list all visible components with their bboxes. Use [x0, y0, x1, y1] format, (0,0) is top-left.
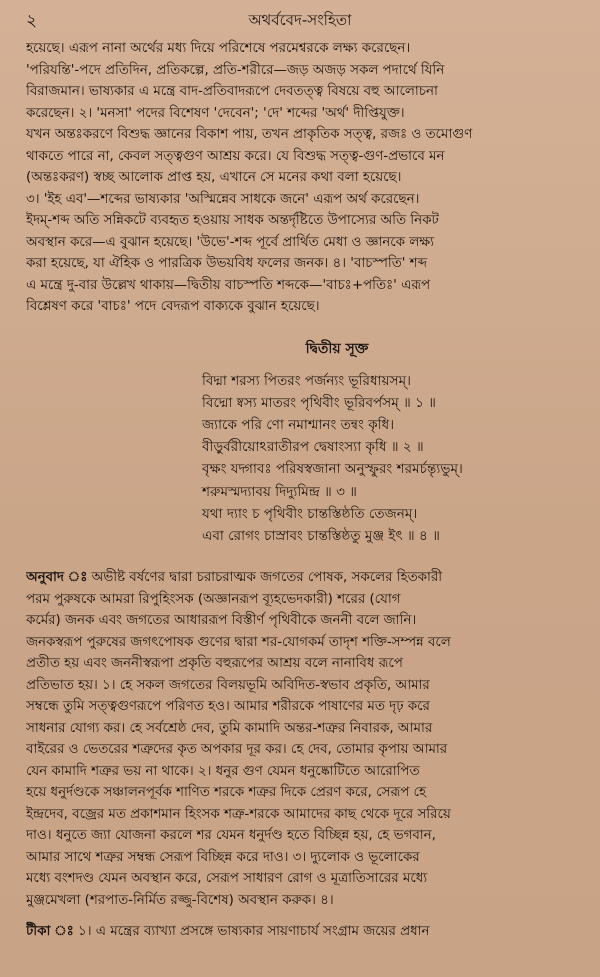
text-line: অবস্থান করে—এ বুঝান হয়েছে। 'উভে'-শব্দ পূর্বে প্রার্থিত মেধা ও জ্ঞানকে লক্ষ্য [26, 234, 435, 250]
text-line: 'পরিযন্তি'-পদে প্রতিদিন, প্রতিকল্পে, প্রতি-শরীরে—জড় অজড় সকল পদার্থে যিনি [26, 62, 445, 78]
intro-paragraph [26, 38, 578, 318]
commentary-label: টীকা ঃ [26, 924, 74, 940]
text-line: পরম পুরুষকে আমরা রিপুহিংসক (অজ্ঞানরূপ ব্যূহভেদকারী) শরের (যোগ [26, 591, 401, 607]
text-line: মুঞ্জমেখলা (শরপাত-নির্মিত রজ্জু-বিশেষ) অবস্থান করুক। ৪। [26, 892, 334, 908]
text-line: হয়েছে। এরূপ নানা অর্থের মধ্য দিয়ে পরিশেষে পরমেশ্বরকে লক্ষ্য করেছেন। [26, 41, 411, 56]
verse-line: জ্যাকে পরি ণো নমাশ্মানং তন্বং কৃধি। [202, 416, 395, 433]
verse-line: বিদ্মা শরস্য পিতরং পর্জন্যং ভূরিধায়সম্। [202, 372, 411, 389]
translation-first-line: অভীষ্ট বর্ষণের দ্বারা চরাচরাত্মক জগতের পোষক, সকলের হিতকারী [87, 570, 443, 586]
text-line: সাধনার যোগ্য কর। হে সর্বশ্রেষ্ঠ দেব, তুমি কামাদি অন্তর-শত্রুর নিবারক, আমার [26, 720, 433, 736]
text-line: প্রতিভাত হয়। ১। হে সকল জগতের বিলয়ভূমি অবিদিত-স্বভাব প্রকৃতি, আমার [26, 677, 430, 693]
text-line: থাকতে পারে না, কেবল সত্ত্বগুণ আশ্রয় করে। যে বিশুদ্ধ সত্ত্ব-গুণ-প্রভাবে মন [26, 148, 445, 164]
verse-line: এবা রোগং চাস্রাবং চান্তস্তিষ্ঠতু মুঞ্জ ইৎ ॥ ৪ ॥ [202, 527, 440, 544]
text-line: এ মন্ত্রে দু-বার উল্লেখ থাকায়—দ্বিতীয় বাচস্পতি শব্দকে—'বাচঃ+পতিঃ' এরূপ [26, 277, 431, 293]
text-line: (অন্তঃকরণ) স্বচ্ছ আলোক প্রাপ্ত হয়, এখানে সে মনের কথা বলা হয়েছে। [26, 170, 402, 185]
text-line: হয়ে ধনুর্দণ্ডকে সঞ্চালনপূর্বক শাণিত শরকে শত্রুর দিকে প্রেরণ করে, সেরূপ হে [26, 785, 427, 801]
text-line: সম্বন্ধে তুমি সত্ত্বগুণরূপে পরিণত হও। আমার শরীরকে পাষাণের মত দৃঢ় করে [26, 699, 430, 715]
section-title: দ্বিতীয় সূক্ত [305, 340, 369, 357]
text-line: যখন অন্তঃকরণে বিশুদ্ধ জ্ঞানের বিকাশ পায়, তখন প্রাকৃতিক সত্ত্ব, রজঃ ও তমোগুণ [26, 127, 473, 142]
text-line: প্রতীত হয় এবং জননীস্বরূপা প্রকৃতি বহুরূপের আশ্রয় বলে নানাবিধ রূপে [26, 656, 403, 672]
text-line [26, 567, 578, 589]
translation-label: অনুবাদ ঃ [26, 570, 88, 586]
text-line: জনকস্বরূপ পুরুষের জগৎপোষক গুণের দ্বারা শর-যোগকর্ম তাদৃশ শক্তি-সম্পন্ন বলে [26, 634, 451, 650]
verse-line: বৃক্ষং যদ্গাবঃ পরিষস্বজানা অনুস্ফুরং শরমর্চন্ত্যৃভুম্। [202, 461, 463, 478]
text-line: বিরাজমান। ভাষ্যকার এ মন্ত্রে বাদ-প্রতিবাদরূপে দেবতত্ত্ব বিষয়ে বহু আলোচনা [26, 84, 438, 99]
verse-line: বীড়ুর্বরীয়োঽরাতীরপ দ্বেষাংস্যা কৃধি ॥ ২ ॥ [202, 439, 424, 456]
running-title: অথর্ববেদ-সংহিতা [248, 11, 352, 29]
text-line: কর্মের) জনক এবং জগতের আধাররূপ বিস্তীর্ণ পৃথিবীকে জননী বলে জানি। [26, 613, 417, 629]
verse-block [26, 370, 578, 548]
text-line: বাইরের ও ভেতরের শত্রুদের কৃত অপকার দূর কর। হে দেব, তোমার কৃপায় আমার [26, 742, 448, 758]
verse-line: শরুমস্মদ্যাবয় দিদ্যুমিন্দ্র ॥ ৩ ॥ [202, 483, 357, 500]
text-line: মধ্যে বংশদণ্ড যেমন অবস্থান করে, সেরূপ সাধারণ রোগ ও মূত্রাতিসারের মধ্যে [26, 871, 428, 887]
text-line: দাও। ধনুতে জ্যা যোজনা করলে শর যেমন ধনুর্দণ্ড হতে বিচ্ছিন্ন হয়, হে ভগবান, [26, 828, 436, 844]
text-line: করেছেন। ২। 'মনসা' পদের বিশেষণ 'দেবেন'; 'দে' শব্দের 'অর্থ' দীপ্তিযুক্ত। [26, 105, 405, 121]
commentary-paragraph [26, 921, 578, 943]
text-line: করা হয়েছে, যা ঐহিক ও পারত্রিক উভয়বিধ ফলের জনক। ৪। 'বাচস্পতি' শব্দ [26, 256, 428, 271]
page-body [26, 38, 578, 943]
commentary-first-line: ১। এ মন্ত্রের ব্যাখ্যা প্রসঙ্গে ভাষ্যকার সায়ণাচার্য সংগ্রাম জয়ের প্রধান [73, 924, 430, 940]
page-number: ২ [26, 11, 38, 31]
text-line: আমার সাথে শত্রুর সম্বন্ধ সেরূপ বিচ্ছিন্ন করে দাও। ৩। দ্যুলোক ও ভূলোকের [26, 849, 420, 865]
text-line [26, 921, 578, 943]
translation-paragraph [26, 567, 578, 911]
text-line: ইন্দ্রদেব, বজ্রের মত প্রকাশমান হিংসক শত্রু-শরকে আমাদের কাছ থেকে দূরে সরিয়ে [26, 806, 451, 822]
text-line: যেন কামাদি শত্রুর ভয় না থাকে। ২। ধনুর গুণ যেমন ধনুষ্কোটিতে আরোপিত [26, 763, 420, 779]
verse-line: যথা দ্যাং চ পৃথিবীং চান্তস্তিষ্ঠতি তেজনম্। [202, 505, 418, 522]
text-line: ৩। 'ইহ এব'—শব্দের ভাষ্যকার 'অস্মিন্নেব সাধকে জনে' এরূপ অর্থ করেছেন। [26, 191, 420, 207]
text-line: ইদম্-শব্দ অতি সন্নিকটে ব্যবহৃত হওয়ায় সাধক অন্তর্দৃষ্টিতে উপাস্যের অতি নিকট [26, 213, 439, 228]
page-header [26, 8, 574, 32]
text-line: বিশ্লেষণ করে 'বাচঃ' পদে বেদরূপ বাক্যকে বুঝান হয়েছে। [26, 299, 320, 314]
verse-line: বিদ্মো ষ্বস্য মাতরং পৃথিবীং ভূরিবর্পসম্ ॥ ১ ॥ [202, 394, 436, 411]
